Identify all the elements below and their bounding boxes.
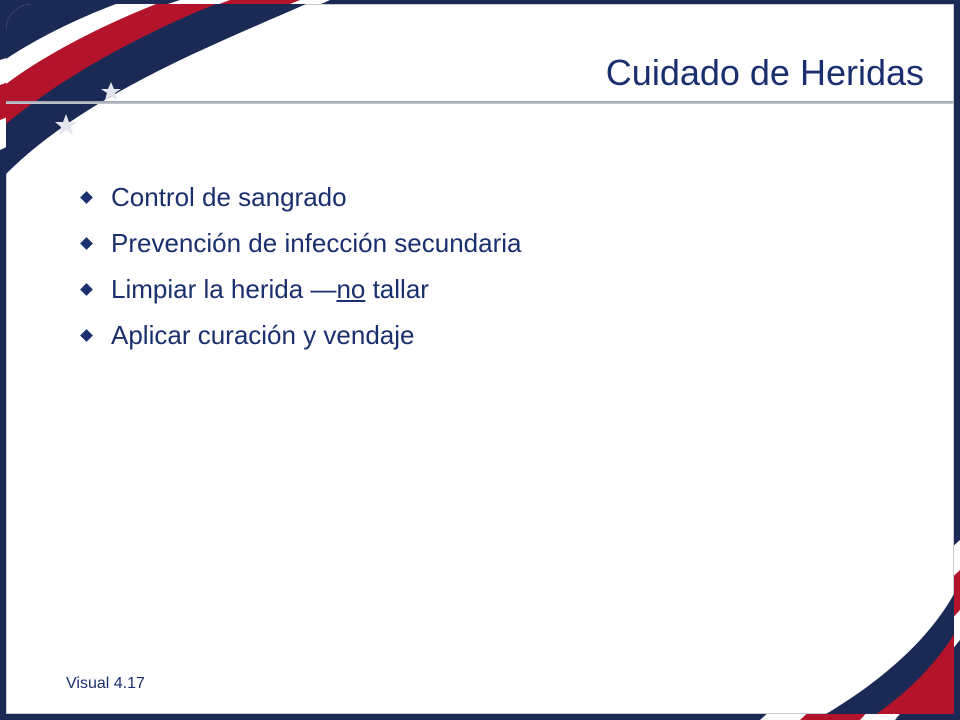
bullet-item: [80, 312, 521, 358]
slide-number-footer: Visual 4.17: [66, 675, 145, 692]
panel-flag-overlay: [6, 4, 954, 714]
bullet-item: [80, 174, 521, 220]
diamond-bullet-icon: [80, 329, 93, 342]
diamond-bullet-icon: [80, 283, 93, 296]
bullet-list: [80, 174, 521, 358]
bullet-text: Prevención de infección secundaria: [111, 227, 522, 258]
bullet-text-part: Limpiar la herida —: [111, 273, 337, 304]
bullet-text: [111, 274, 429, 305]
title-divider: [6, 101, 954, 104]
bullet-text-emphasis: no: [336, 273, 366, 304]
bullet-text: Aplicar curación y vendaje: [111, 319, 415, 350]
diamond-bullet-icon: [80, 191, 93, 204]
bullet-item: [80, 220, 521, 266]
slide-title: Cuidado de Heridas: [605, 52, 924, 93]
bullet-text: Control de sangrado: [111, 181, 347, 212]
content-panel: [6, 4, 954, 714]
bullet-item: [80, 266, 521, 312]
bullet-text-part: tallar: [365, 273, 429, 304]
diamond-bullet-icon: [80, 237, 93, 250]
